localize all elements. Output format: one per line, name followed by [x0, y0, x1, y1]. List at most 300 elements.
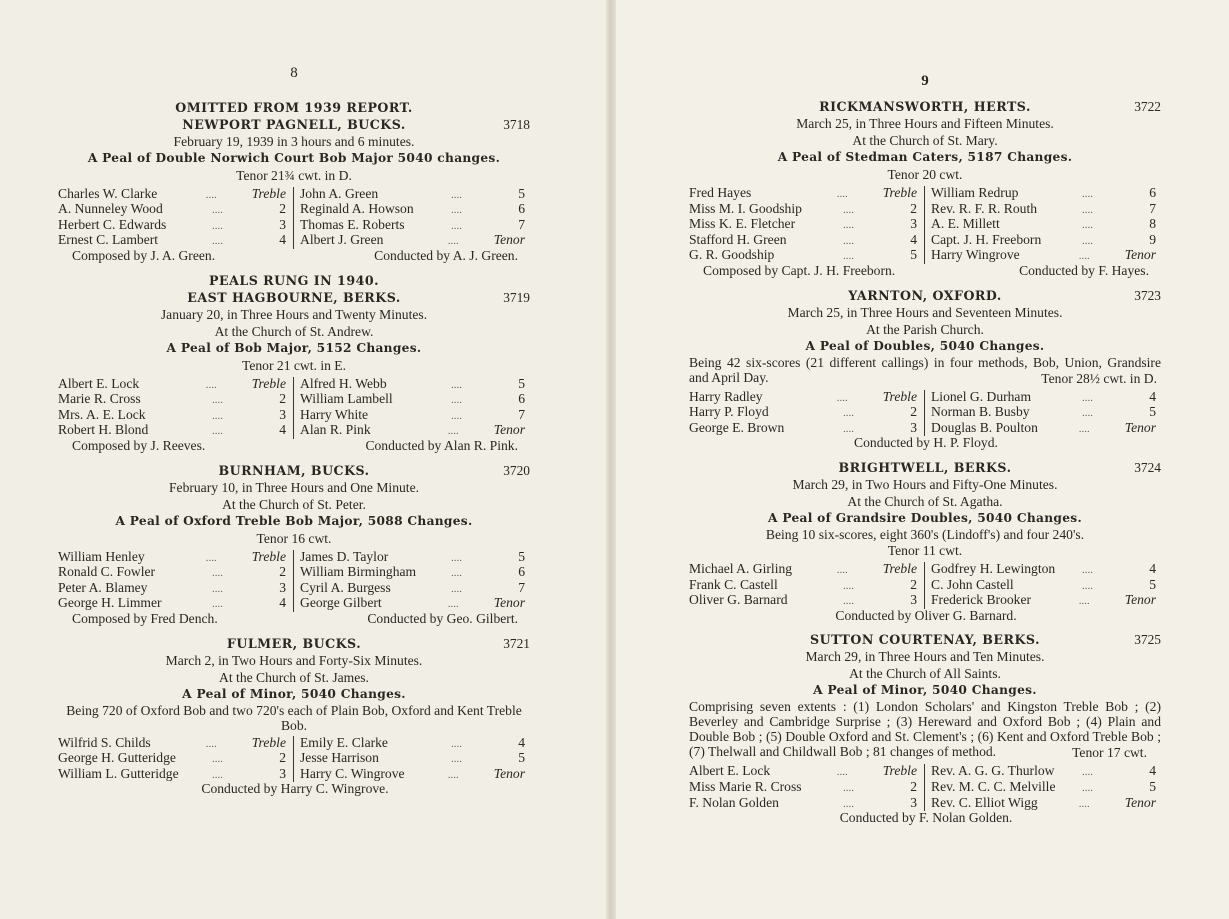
ringer-name: George H. Gutteridge	[58, 751, 176, 766]
ringer-left	[58, 392, 294, 408]
ringer-name: Robert H. Blond	[58, 423, 149, 438]
bell-position: Treble	[251, 185, 286, 201]
ringer-name: Douglas B. Poulton	[931, 420, 1038, 435]
ringer-name: Thomas E. Roberts	[300, 217, 405, 232]
ringer-name: Harry White	[300, 407, 369, 422]
ringer-name: Mrs. A. E. Lock	[58, 407, 146, 422]
ringer-right	[925, 578, 1161, 594]
ringer-right	[925, 796, 1161, 812]
composer: Composed by Fred Dench.	[72, 610, 218, 626]
peal-record	[58, 627, 530, 797]
ringer-name: Fred Hayes	[689, 186, 752, 200]
dots-leader: ....	[447, 235, 459, 248]
bell-position: 7	[518, 406, 525, 422]
ringer-left	[58, 565, 294, 581]
ringer-left	[689, 796, 925, 812]
ringer-name: Albert J. Green	[300, 233, 384, 248]
peal-method: A Peal of Grandsire Doubles, 5040 Changes.	[768, 510, 1082, 525]
tower-title	[58, 635, 530, 652]
ringer-right	[925, 186, 1161, 202]
peal-number: 3719	[503, 289, 530, 305]
section-gap	[689, 623, 1161, 631]
tenor-weight: Tenor 21 cwt. in E.	[242, 357, 346, 373]
composition-credits	[689, 264, 1161, 279]
left-sections	[58, 99, 530, 797]
ringer-name: Stafford H. Green	[689, 232, 787, 247]
dots-leader: ....	[843, 781, 854, 794]
dots-leader: ....	[843, 797, 854, 810]
dots-leader: ....	[451, 567, 462, 580]
dots-leader: ....	[1082, 766, 1093, 779]
peal-detail-line: At the Church of St. Mary.	[852, 133, 998, 148]
ringer-name: A. Nunneley Wood	[58, 202, 163, 217]
bell-position: 2	[279, 201, 286, 217]
bell-position: 2	[279, 564, 286, 580]
peal-detail-line: At the Church of All Saints.	[849, 666, 1001, 682]
ringer-name: Lionel G. Durham	[931, 389, 1032, 404]
peal-detail-line: At the Church of St. Agatha.	[847, 493, 1003, 509]
dots-leader: ....	[451, 204, 462, 217]
dots-leader: ....	[212, 567, 223, 580]
tower-name: FULMER, BUCKS.	[226, 635, 362, 651]
composition-credits	[58, 249, 530, 264]
ringer-left	[58, 377, 294, 393]
ringer-name: William Henley	[58, 549, 145, 564]
right-page-content	[689, 73, 1161, 826]
page-number: 8	[290, 65, 298, 81]
ringer-name: Rev. C. Elliot Wigg	[931, 795, 1038, 810]
ringer-right	[294, 767, 530, 783]
dots-leader: ....	[212, 235, 223, 248]
bell-position: 3	[910, 419, 917, 435]
ringer-name: C. John Castell	[931, 577, 1014, 592]
bell-position: Treble	[882, 388, 917, 404]
ringer-left	[689, 405, 925, 421]
bell-position: 4	[279, 422, 286, 438]
conductor: Conducted by Harry C. Wingrove.	[201, 781, 389, 797]
ringer-left	[689, 186, 925, 202]
tenor-weight: Tenor 17 cwt.	[1072, 745, 1147, 761]
ringer-name: A. E. Millett	[931, 217, 1000, 232]
dots-leader: ....	[1078, 797, 1090, 810]
peal-record	[58, 264, 530, 454]
composition-credits	[58, 439, 530, 454]
ringer-right	[925, 593, 1161, 609]
ringer-name: Jesse Harrison	[300, 751, 379, 766]
tenor-weight: Tenor 21¾ cwt. in D.	[236, 167, 352, 183]
ringer-left	[689, 390, 925, 406]
composition-credits	[689, 436, 1161, 451]
dots-leader: ....	[843, 595, 854, 608]
ringer-right	[294, 377, 530, 393]
ringer-name: John A. Green	[300, 186, 379, 201]
ringer-right	[294, 550, 530, 566]
peal-number: 3722	[1134, 99, 1161, 114]
ringer-name: Harry C. Wingrove	[300, 766, 405, 781]
peal-number: 3721	[503, 635, 530, 651]
composition-credits	[689, 811, 1161, 826]
ringers-table	[58, 187, 530, 249]
dots-leader: ....	[1082, 579, 1093, 592]
dots-leader: ....	[212, 753, 223, 766]
ringer-name: Norman B. Busby	[931, 405, 1030, 420]
ringer-left	[58, 581, 294, 597]
bell-position: 6	[518, 201, 525, 217]
ringer-left	[58, 767, 294, 783]
dots-leader: ....	[212, 409, 223, 422]
conductor: Conducted by H. P. Floyd.	[854, 435, 998, 451]
dots-leader: ....	[1082, 234, 1093, 247]
bell-position: 3	[279, 579, 286, 595]
ringer-right	[294, 565, 530, 581]
section-gap	[58, 454, 530, 462]
ringer-name: Charles W. Clarke	[58, 186, 158, 201]
bell-position: 2	[910, 200, 917, 216]
ringer-name: Wilfrid S. Childs	[58, 735, 151, 750]
dots-leader: ....	[205, 737, 217, 750]
bell-position: 7	[518, 579, 525, 595]
composer: Composed by Capt. J. H. Freeborn.	[703, 262, 896, 278]
bell-position: Treble	[882, 763, 917, 779]
ringers-table	[58, 736, 530, 783]
ringer-left	[689, 421, 925, 437]
dots-leader: ....	[447, 768, 459, 781]
bell-position: 2	[279, 391, 286, 407]
composition-credits	[689, 609, 1161, 624]
dots-leader: ....	[451, 737, 462, 750]
tenor-weight: Tenor 28½ cwt. in D.	[1041, 370, 1157, 386]
dots-leader: ....	[1078, 250, 1090, 263]
peal-record	[689, 279, 1161, 451]
dots-leader: ....	[1082, 407, 1093, 420]
tower-name: SUTTON COURTENAY, BERKS.	[810, 632, 1040, 648]
ringer-right	[925, 780, 1161, 796]
bell-position: 6	[518, 564, 525, 580]
bell-position: 5	[518, 750, 525, 766]
ringer-name: Oliver G. Barnard	[689, 593, 788, 608]
ringer-right	[925, 390, 1161, 406]
bell-position: 3	[279, 406, 286, 422]
bell-position: 3	[279, 765, 286, 781]
ringer-name: Albert E. Lock	[58, 376, 140, 391]
ringer-left	[689, 764, 925, 780]
bell-position: 6	[1149, 185, 1156, 200]
bell-position: 7	[1149, 200, 1156, 216]
dots-leader: ....	[843, 219, 854, 232]
book-spine	[606, 0, 616, 919]
dots-leader: ....	[843, 407, 854, 420]
ringer-name: Rev. A. G. G. Thurlow	[931, 764, 1055, 779]
ringer-name: Marie R. Cross	[58, 392, 141, 407]
bell-position: Tenor	[1124, 592, 1156, 608]
peal-method: A Peal of Minor, 5040 Changes.	[813, 683, 1037, 698]
conductor: Conducted by Oliver G. Barnard.	[835, 607, 1017, 623]
dots-leader: ....	[212, 598, 223, 611]
tower-title	[58, 116, 530, 133]
ringer-name: William L. Gutteridge	[58, 766, 179, 781]
peal-method: A Peal of Oxford Treble Bob Major, 5088 Changes.	[115, 513, 473, 528]
dots-leader: ....	[836, 188, 848, 200]
ringer-name: George Gilbert	[300, 596, 382, 611]
ringer-name: Rev. R. F. R. Routh	[931, 201, 1038, 216]
dots-leader: ....	[212, 768, 223, 781]
dots-leader: ....	[451, 188, 462, 201]
bell-position: 5	[518, 548, 525, 564]
ringer-name: William Birmingham	[300, 565, 417, 580]
peal-detail-line: At the Church of St. Peter.	[222, 496, 366, 512]
ringer-left	[58, 423, 294, 439]
ringer-name: Godfrey H. Lewington	[931, 561, 1056, 576]
section-gap	[689, 451, 1161, 459]
ringer-name: Harry P. Floyd	[689, 405, 769, 420]
tower-title	[689, 98, 1161, 115]
ringer-name: William Redrup	[931, 186, 1019, 200]
bell-position: 4	[279, 232, 286, 248]
dots-leader: ....	[843, 579, 854, 592]
dots-leader: ....	[451, 394, 462, 407]
bell-position: Treble	[251, 375, 286, 391]
dots-leader: ....	[451, 378, 462, 391]
ringer-name: Frederick Brooker	[931, 593, 1032, 608]
dots-leader: ....	[843, 203, 854, 216]
conductor: Conducted by F. Hayes.	[1019, 262, 1149, 278]
dots-leader: ....	[1082, 391, 1093, 404]
ringer-left	[58, 233, 294, 249]
dots-leader: ....	[1082, 781, 1093, 794]
section-gap	[689, 279, 1161, 287]
peal-detail-line: At the Church of St. Andrew.	[214, 323, 374, 339]
ringer-right	[925, 217, 1161, 233]
tenor-weight: Tenor 16 cwt.	[256, 530, 332, 546]
tower-name: RICKMANSWORTH, HERTS.	[819, 99, 1031, 114]
ringer-name: Cyril A. Burgess	[300, 580, 391, 595]
peal-detail-line: At the Parish Church.	[866, 321, 984, 337]
ringers-table	[689, 390, 1161, 437]
ringer-right	[294, 187, 530, 203]
tower-title	[689, 631, 1161, 648]
ringer-name: Miss Marie R. Cross	[689, 779, 802, 794]
ringer-left	[58, 187, 294, 203]
page-number: 9	[921, 73, 929, 89]
ringers-table	[58, 550, 530, 612]
composer: Composed by J. A. Green.	[72, 247, 216, 263]
bell-position: 7	[518, 216, 525, 232]
peal-method: A Peal of Bob Major, 5152 Changes.	[166, 340, 422, 355]
ringer-right	[294, 202, 530, 218]
dots-leader: ....	[1082, 203, 1093, 216]
ringer-left	[58, 550, 294, 566]
ringer-name: William Lambell	[300, 392, 393, 407]
composer: Composed by J. Reeves.	[72, 437, 206, 453]
peal-description: Being 10 six-scores, eight 360's (Lindoff's) and four 240's.	[765, 526, 1085, 542]
bell-position: 5	[910, 247, 917, 263]
ringer-right	[925, 405, 1161, 421]
dots-leader: ....	[451, 753, 462, 766]
bell-position: 4	[1149, 388, 1156, 404]
tower-title	[58, 289, 530, 306]
bell-position: Tenor	[1124, 247, 1156, 263]
peal-number: 3725	[1134, 632, 1161, 648]
ringer-name: Frank C. Castell	[689, 577, 778, 592]
dots-leader: ....	[1078, 422, 1090, 435]
ringer-name: Rev. M. C. C. Melville	[931, 779, 1056, 794]
ringer-right	[294, 423, 530, 439]
bell-position: 5	[1149, 778, 1156, 794]
ringer-left	[689, 233, 925, 249]
bell-position: 4	[910, 231, 917, 247]
ringer-name: Albert E. Lock	[689, 764, 771, 779]
bell-position: 4	[518, 734, 525, 750]
conductor: Conducted by A. J. Green.	[374, 247, 518, 263]
ringer-right	[925, 248, 1161, 264]
ringer-name: George E. Brown	[689, 420, 785, 435]
section-gap	[58, 627, 530, 635]
dots-leader: ....	[843, 250, 854, 263]
peal-record	[689, 623, 1161, 825]
ringer-name: Herbert C. Edwards	[58, 217, 167, 232]
bell-position: 3	[910, 794, 917, 810]
peal-detail-line: February 19, 1939 in 3 hours and 6 minutes.	[173, 133, 415, 149]
peal-number: 3718	[503, 116, 530, 132]
ringers-table	[689, 186, 1161, 264]
ringer-name: Alfred H. Webb	[300, 376, 387, 391]
conductor: Conducted by F. Nolan Golden.	[839, 810, 1013, 826]
bell-position: 4	[1149, 560, 1156, 576]
dots-leader: ....	[447, 598, 459, 611]
peal-method: A Peal of Stedman Caters, 5187 Changes.	[777, 150, 1073, 164]
bell-position: Treble	[882, 185, 917, 200]
ringer-name: Harry Radley	[689, 389, 763, 404]
bell-position: 5	[1149, 576, 1156, 592]
bell-position: 2	[910, 404, 917, 420]
bell-position: Treble	[251, 548, 286, 564]
ringer-left	[689, 217, 925, 233]
dots-leader: ....	[1078, 595, 1090, 608]
bell-position: Tenor	[1124, 419, 1156, 435]
ringer-right	[294, 581, 530, 597]
peal-method: A Peal of Minor, 5040 Changes.	[182, 686, 406, 701]
composition-credits	[58, 782, 530, 797]
peal-description: Comprising seven extents : (1) London Scholars' and Kingston Treble Bob ; (2) Beverley and Cambridge Surprise ; (3) Hereward and Oxford Bob ; (4) Plain and Double Bob ; (5) Double Oxford and St. Clement's ; (6) Kent and Oxford Treble Bob ; (7) Thelwall and Childwall Bob ; 81 changes of method.	[689, 699, 1161, 760]
ringer-name: F. Nolan Golden	[689, 795, 779, 810]
section-gap	[58, 264, 530, 272]
bell-position: Tenor	[493, 422, 525, 438]
dots-leader: ....	[1082, 219, 1093, 232]
ringer-right	[294, 736, 530, 752]
bell-position: 3	[910, 216, 917, 232]
ringers-table	[689, 764, 1161, 811]
bell-position: 2	[279, 750, 286, 766]
bell-position: Tenor	[493, 595, 525, 611]
bell-position: Treble	[251, 734, 286, 750]
ringer-right	[925, 562, 1161, 578]
ringer-left	[58, 751, 294, 767]
ringer-right	[294, 392, 530, 408]
ringer-right	[294, 233, 530, 249]
left-page-content	[58, 66, 530, 797]
ringer-name: Ernest C. Lambert	[58, 233, 159, 248]
ringer-left	[58, 408, 294, 424]
ringer-left	[689, 780, 925, 796]
bell-position: 5	[518, 185, 525, 201]
dots-leader: ....	[836, 563, 848, 576]
tower-name: NEWPORT PAGNELL, BUCKS.	[182, 116, 406, 132]
peal-detail-line: March 25, in Three Hours and Fifteen Minutes.	[796, 116, 1054, 131]
bell-position: 3	[910, 592, 917, 608]
bell-position: Tenor	[1124, 794, 1156, 810]
tower-title	[689, 459, 1161, 476]
right-sections	[689, 98, 1161, 826]
ringer-name: Emily E. Clarke	[300, 735, 388, 750]
peal-detail-line: March 29, in Two Hours and Fifty-One Minutes.	[792, 476, 1058, 492]
peal-detail-line: March 25, in Three Hours and Seventeen Minutes.	[787, 304, 1063, 320]
peal-detail-line: March 2, in Two Hours and Forty-Six Minutes.	[165, 652, 423, 668]
ringer-right	[925, 202, 1161, 218]
dots-leader: ....	[212, 204, 223, 217]
composition-credits	[58, 612, 530, 627]
dots-leader: ....	[843, 234, 854, 247]
ringer-name: Alan R. Pink	[300, 423, 371, 438]
ringer-name: George H. Limmer	[58, 596, 162, 611]
ringer-right	[925, 421, 1161, 437]
tower-name: YARNTON, OXFORD.	[848, 287, 1002, 303]
peal-detail-line: At the Church of St. James.	[219, 669, 369, 685]
bell-position: 9	[1149, 231, 1156, 247]
section-intro: PEALS RUNG IN 1940.	[209, 272, 379, 288]
tenor-weight: Tenor 20 cwt.	[887, 167, 963, 182]
peal-number: 3724	[1134, 459, 1161, 475]
ringer-name: G. R. Goodship	[689, 248, 775, 263]
bell-position: Tenor	[493, 765, 525, 781]
ringer-left	[58, 202, 294, 218]
peal-detail-line: February 10, in Three Hours and One Minute.	[168, 479, 420, 495]
ringer-right	[925, 764, 1161, 780]
bell-position: Tenor	[493, 232, 525, 248]
ringer-right	[294, 408, 530, 424]
bell-position: 2	[910, 576, 917, 592]
peal-detail-line: January 20, in Three Hours and Twenty Minutes.	[160, 306, 428, 322]
ringer-name: Reginald A. Howson	[300, 202, 414, 217]
dots-leader: ....	[212, 425, 223, 438]
peal-detail-line: March 29, in Three Hours and Ten Minutes.	[805, 649, 1045, 665]
peal-record	[58, 99, 530, 264]
dots-leader: ....	[205, 188, 217, 201]
peal-record	[689, 451, 1161, 623]
ringer-left	[58, 736, 294, 752]
bell-position: 3	[279, 216, 286, 232]
bell-position: 4	[1149, 763, 1156, 779]
ringer-left	[58, 596, 294, 612]
bell-position: 5	[1149, 404, 1156, 420]
ringer-left	[689, 593, 925, 609]
dots-leader: ....	[1082, 563, 1093, 576]
ringer-name: Miss M. I. Goodship	[689, 201, 802, 216]
tower-name: BURNHAM, BUCKS.	[218, 462, 370, 478]
ringer-name: Miss K. E. Fletcher	[689, 217, 796, 232]
bell-position: 5	[518, 375, 525, 391]
bell-position: 8	[1149, 216, 1156, 232]
ringer-left	[689, 562, 925, 578]
dots-leader: ....	[836, 391, 848, 404]
tower-name: EAST HAGBOURNE, BERKS.	[187, 289, 401, 305]
ringers-table	[58, 377, 530, 439]
tower-title	[689, 287, 1161, 304]
section-intro: OMITTED FROM 1939 REPORT.	[175, 99, 413, 115]
ringer-right	[294, 751, 530, 767]
ringer-right	[294, 596, 530, 612]
dots-leader: ....	[843, 422, 854, 435]
peal-description: Being 720 of Oxford Bob and two 720's each of Plain Bob, Oxford and Kent Treble Bob.	[66, 702, 522, 733]
